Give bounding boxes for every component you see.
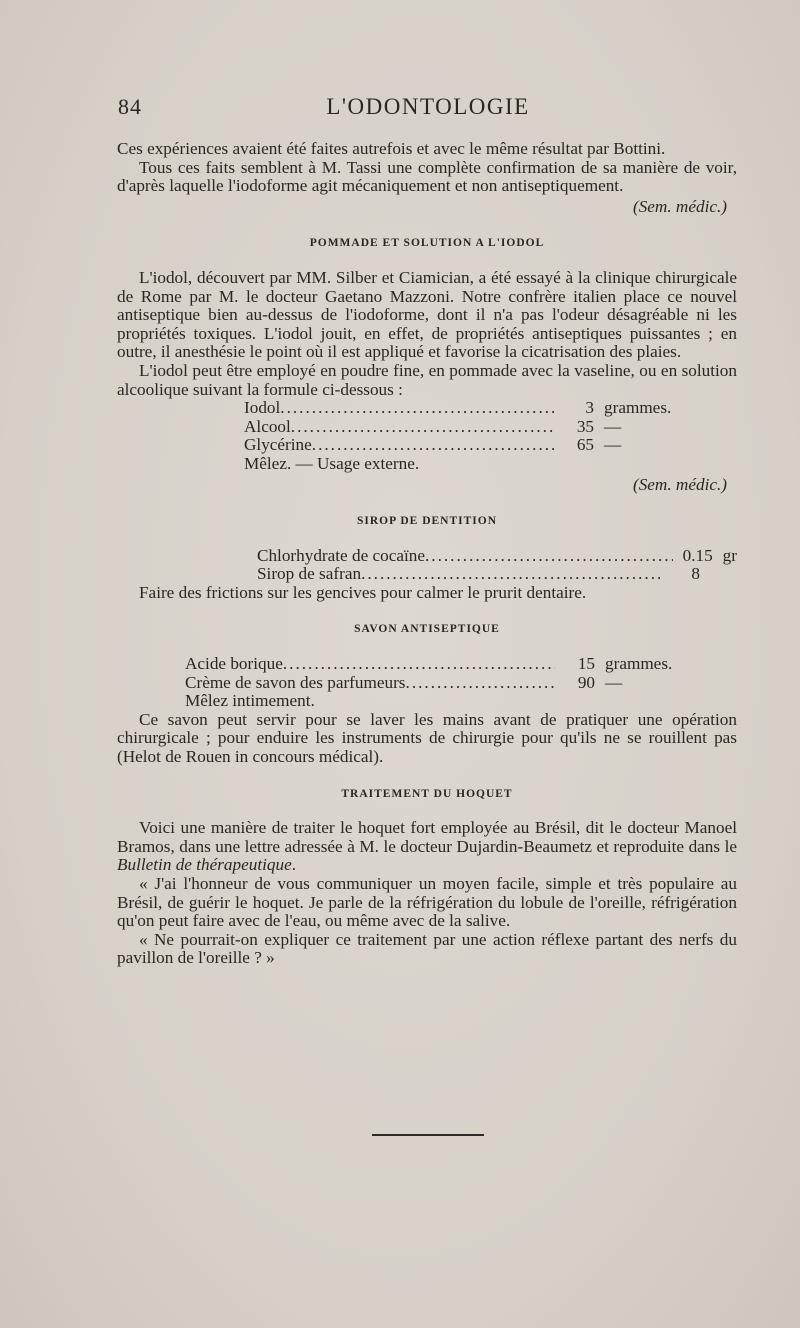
end-rule: [372, 1134, 484, 1136]
ingredient-quantity: 65: [576, 435, 594, 455]
ingredient-quantity: 15: [577, 654, 595, 674]
ingredient-name: Glycérine: [244, 435, 312, 455]
section-heading-hoquet: TRAITEMENT DU HOQUET: [341, 787, 513, 800]
ingredient-name: Sirop de safran: [257, 564, 362, 584]
formula-line: [244, 418, 704, 437]
section-heading-iodol: POMMADE ET SOLUTION A L'IODOL: [309, 237, 545, 250]
source-citation: (Sem. médic.): [632, 196, 727, 216]
formula-instruction: Mêlez intimement.: [185, 691, 315, 711]
ingredient-unit: gr: [722, 545, 737, 565]
ingredient-unit: grammes.: [604, 398, 672, 418]
ingredient-quantity: 0.15: [682, 545, 713, 565]
source-citation: (Sem. médic.): [632, 474, 727, 494]
ingredient-unit: grammes.: [605, 654, 673, 674]
intro-paragraph-2: Tous ces faits semblent à M. Tassi une complète confirmation de sa manière de voir, d'après laquelle l'iodoforme agit mécaniquement et non antiseptiquement.: [117, 157, 737, 196]
ingredient-name: Iodol: [244, 398, 281, 418]
ingredient-name: Alcool: [244, 416, 291, 436]
formula-line: [257, 565, 737, 584]
formula-line: [185, 655, 705, 674]
article-body: [117, 140, 737, 968]
ingredient-unit: —: [605, 672, 623, 692]
ingredient-name: Acide borique: [185, 654, 283, 674]
hoquet-paragraph-3: « Ne pourrait-on expliquer ce traitement par une action réflexe partant des nerfs du pavillon de l'oreille ? »: [117, 929, 737, 968]
ingredient-quantity: 35: [576, 416, 594, 436]
formula-line: [185, 674, 705, 693]
ingredient-name: Crème de savon des parfumeurs: [185, 672, 406, 692]
page-header: [118, 94, 738, 128]
savon-paragraph: Ce savon peut servir pour se laver les mains avant de pratiquer une opération chirurgicale ; pour enduire les instruments de chirurgie pour qu'ils ne se rouillent pas (Helot de Rouen in concours médical).: [117, 709, 737, 767]
iodol-paragraph-2: L'iodol peut être employé en poudre fine, en pommade avec la vaseline, ou en solution alcoolique suivant la formule ci-dessous :: [117, 360, 737, 399]
hoquet-paragraph-1: [117, 819, 737, 875]
ingredient-quantity: 8: [691, 564, 700, 584]
ingredient-name: Chlorhydrate de cocaïne: [257, 545, 425, 565]
ingredient-unit: —: [604, 416, 622, 436]
iodol-formula: [244, 399, 704, 473]
sirop-paragraph: Faire des frictions sur les gencives pour calmer le prurit dentaire.: [139, 582, 587, 602]
hoquet-text: Voici une manière de traiter le hoquet fort employée au Brésil, dit le docteur Manoel Bramos, dans une lettre adressée à M. le docteur Dujardin-Beaumetz et reproduite dans le: [117, 818, 737, 856]
section-heading-sirop: SIROP DE DENTITION: [356, 515, 498, 528]
ingredient-quantity: 3: [585, 398, 594, 418]
page-number: 84: [118, 94, 142, 119]
formula-line: [244, 399, 704, 418]
hoquet-text-end: .: [291, 855, 296, 875]
sirop-formula: [257, 547, 737, 584]
running-title: L'ODONTOLOGIE: [326, 94, 530, 119]
journal-title: Bulletin de thérapeutique: [117, 855, 292, 875]
iodol-paragraph-1: L'iodol, découvert par MM. Silber et Ciamician, a été essayé à la clinique chirurgicale de Rome par M. le docteur Gaetano Mazzoni. Notre confrère italien place ce nouvel antiseptique bien au-dessus de l'iodoforme, dont il n'a pas l'odeur désagréable ni les propriétés toxiques. L'iodol jouit, en effet, de propriétés antiseptiques puissantes ; en outre, il anesthésie le point où il est appliqué et favorise la cicatrisation des plaies.: [117, 267, 737, 362]
formula-line: [257, 547, 737, 566]
savon-formula: [185, 655, 705, 711]
intro-paragraph-1: Ces expériences avaient été faites autrefois et avec le même résultat par Bottini.: [117, 139, 666, 158]
section-heading-savon: SAVON ANTISEPTIQUE: [354, 623, 500, 636]
formula-line: [244, 436, 704, 455]
ingredient-unit: —: [604, 435, 622, 455]
hoquet-paragraph-2: « J'ai l'honneur de vous communiquer un moyen facile, simple et très populaire au Brésil, de guérir le hoquet. Je parle de la réfrigération du lobule de l'oreille, réfrigération qu'on peut faire avec de l'eau, ou même avec de la salive.: [117, 874, 737, 931]
ingredient-quantity: 90: [577, 672, 595, 692]
formula-instruction: Mêlez. — Usage externe.: [244, 453, 420, 473]
